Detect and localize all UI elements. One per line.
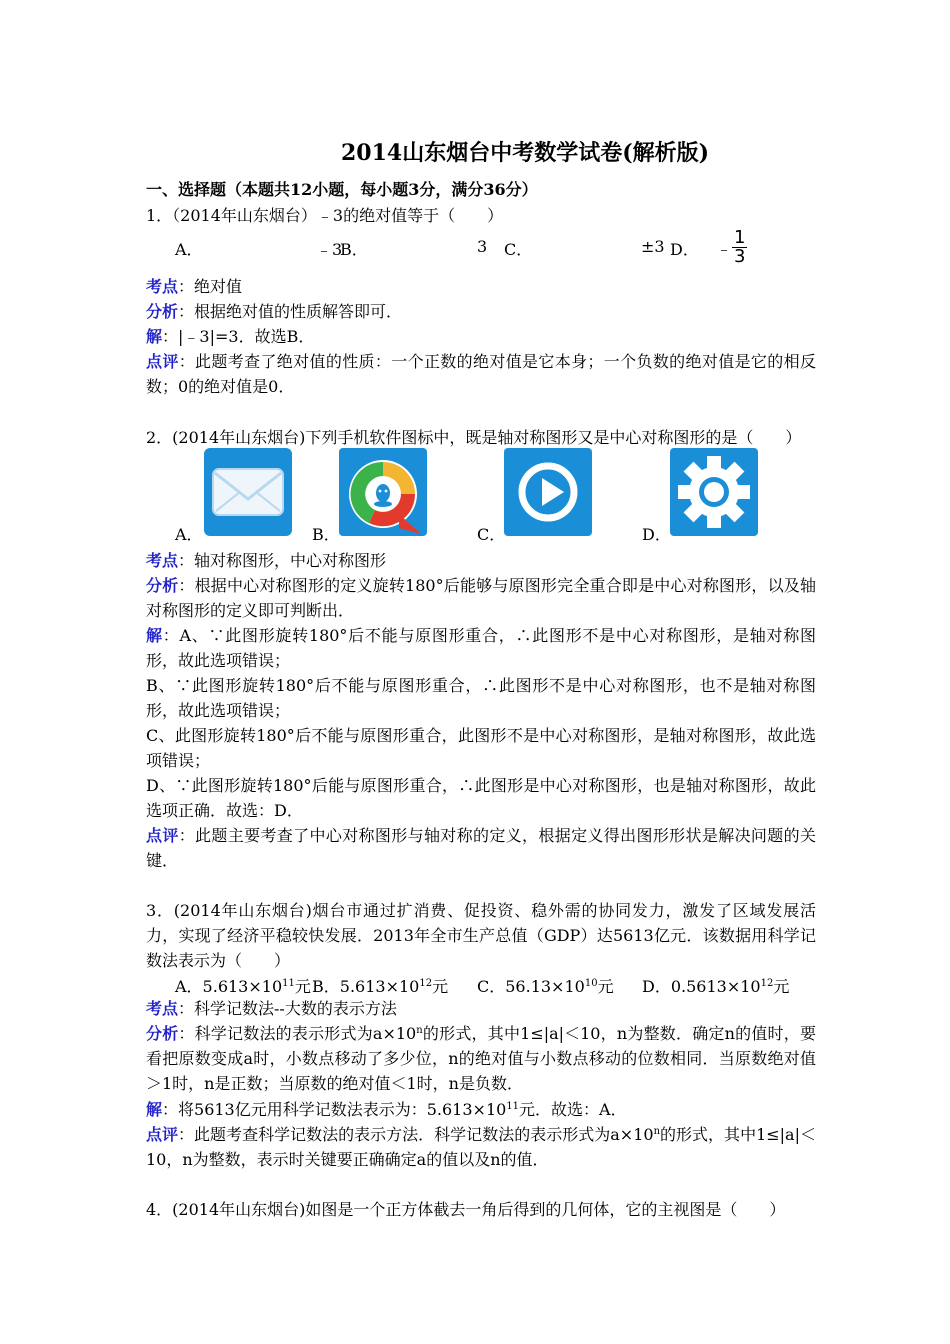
q1-option-d-label: D． (670, 240, 699, 259)
q2-option-a-label: A． (175, 525, 203, 544)
q3-option-b: B．$5.613\times 10^{12}$元 (312, 977, 449, 996)
q4-stem: 4．(2014年山东烟台)如图是一个正方体截去一角后得到的几何体，它的主视图是（ ） (146, 1200, 786, 1219)
q3-stem: 3．(2014年山东烟台)烟台市通过扩消费、促投资、稳外需的协同发力，激发了区域发展活力，实现了经济平稳较快发展．2013年全市生产总值（GDP）达5613亿元．该数据用科学记数法表示为（ ） (146, 901, 816, 970)
q2-fenxi: 分析：根据中心对称图形的定义旋转180°后能够与原图形完全重合即是中心对称图形，以及轴对称图形的定义即可判断出． (146, 576, 816, 620)
q2-line-b: B、∵此图形旋转180°后不能与原图形重合，∴此图形不是中心对称图形，也不是轴对称图形，故此选项错误； (146, 676, 816, 720)
q2-stem: 2．(2014年山东烟台)下列手机软件图标中，既是轴对称图形又是中心对称图形的是（ ） (146, 428, 802, 447)
q1-jie: 解：|﹣3|=3．故选B． (146, 327, 315, 346)
section-heading: 一、选择题（本题共12小题，每小题3分，满分36分） (146, 180, 538, 199)
qq-browser-icon (339, 448, 427, 536)
q2-kaodian: 考点：轴对称图形，中心对称图形 (146, 551, 387, 570)
q1-option-b-value: 3 (477, 237, 488, 256)
q3-kaodian: 考点：科学记数法--大数的表示方法 (146, 999, 397, 1018)
q3-option-d: D．$0.5613\times 10^{12}$元 (642, 977, 790, 996)
q2-option-d-label: D． (642, 525, 671, 544)
q3-fenxi: 分析：科学记数法的表示形式为$a\times 10^n$的形式，其中1≤|a|＜10，n为整数．确定n的值时，要看把原数变成a时，小数点移动了多少位，n的绝对值与小数点移动的位数相同．当原数绝对值＞1时，n是正数；当原数的绝对值＜1时，n是负数． (146, 1024, 816, 1093)
q1-stem: 1．（2014年山东烟台）﹣3的绝对值等于（ ） (146, 206, 504, 225)
q2-line-d: D、∵此图形旋转180°后能与原图形重合，∴此图形是中心对称图形，也是轴对称图形，故此选项正确．故选：D． (146, 776, 816, 820)
envelope-icon (204, 448, 292, 536)
q1-option-b-label: B． (340, 240, 368, 259)
q2-option-b-label: B． (312, 525, 340, 544)
q1-option-c-label: C． (504, 240, 533, 259)
q1-dianping: 点评：此题考查了绝对值的性质：一个正数的绝对值是它本身；一个负数的绝对值是它的相反数；0的绝对值是0． (146, 352, 816, 396)
q1-kaodian: 考点：绝对值 (146, 277, 243, 296)
q1-fenxi: 分析：根据绝对值的性质解答即可． (146, 302, 403, 321)
q1-option-d-value: ﹣ $\frac{1}{3}$ (716, 227, 746, 267)
q2-option-c-label: C． (477, 525, 506, 544)
q2-line-c: C、此图形旋转180°后不能与原图形重合，此图形不是中心对称图形，是轴对称图形，故此选项错误； (146, 726, 816, 770)
q2-dianping: 点评：此题主要考查了中心对称图形与轴对称的定义，根据定义得出图形形状是解决问题的关键． (146, 826, 816, 870)
play-icon (504, 448, 592, 536)
q1-option-a-value: ﹣3 (316, 240, 343, 259)
fraction-one-third: $\frac{1}{3}$ (734, 227, 746, 267)
q3-dianping: 点评：此题考查科学记数法的表示方法．科学记数法的表示形式为$a\times 10^n$的形式，其中1≤|a|＜10，n为整数，表示时关键要正确确定a的值以及n的值． (146, 1125, 816, 1169)
gear-icon (670, 448, 758, 536)
q3-option-c: C．$56.13\times 10^{10}$元 (477, 977, 614, 996)
q1-option-c-value: ±3 (641, 237, 665, 256)
page-title: 2014山东烟台中考数学试卷(解析版) (340, 140, 710, 166)
q3-jie: 解：将5613亿元用科学记数法表示为：$5.613\times 10^{11}$元．故选：A． (146, 1100, 627, 1119)
q2-jie: 解：A、∵此图形旋转180°后不能与原图形重合，∴此图形不是中心对称图形，是轴对称图形，故此选项错误； (146, 626, 816, 670)
q1-option-a-label: A． (175, 240, 203, 259)
q3-option-a: A．$5.613\times 10^{11}$元 (175, 977, 311, 996)
